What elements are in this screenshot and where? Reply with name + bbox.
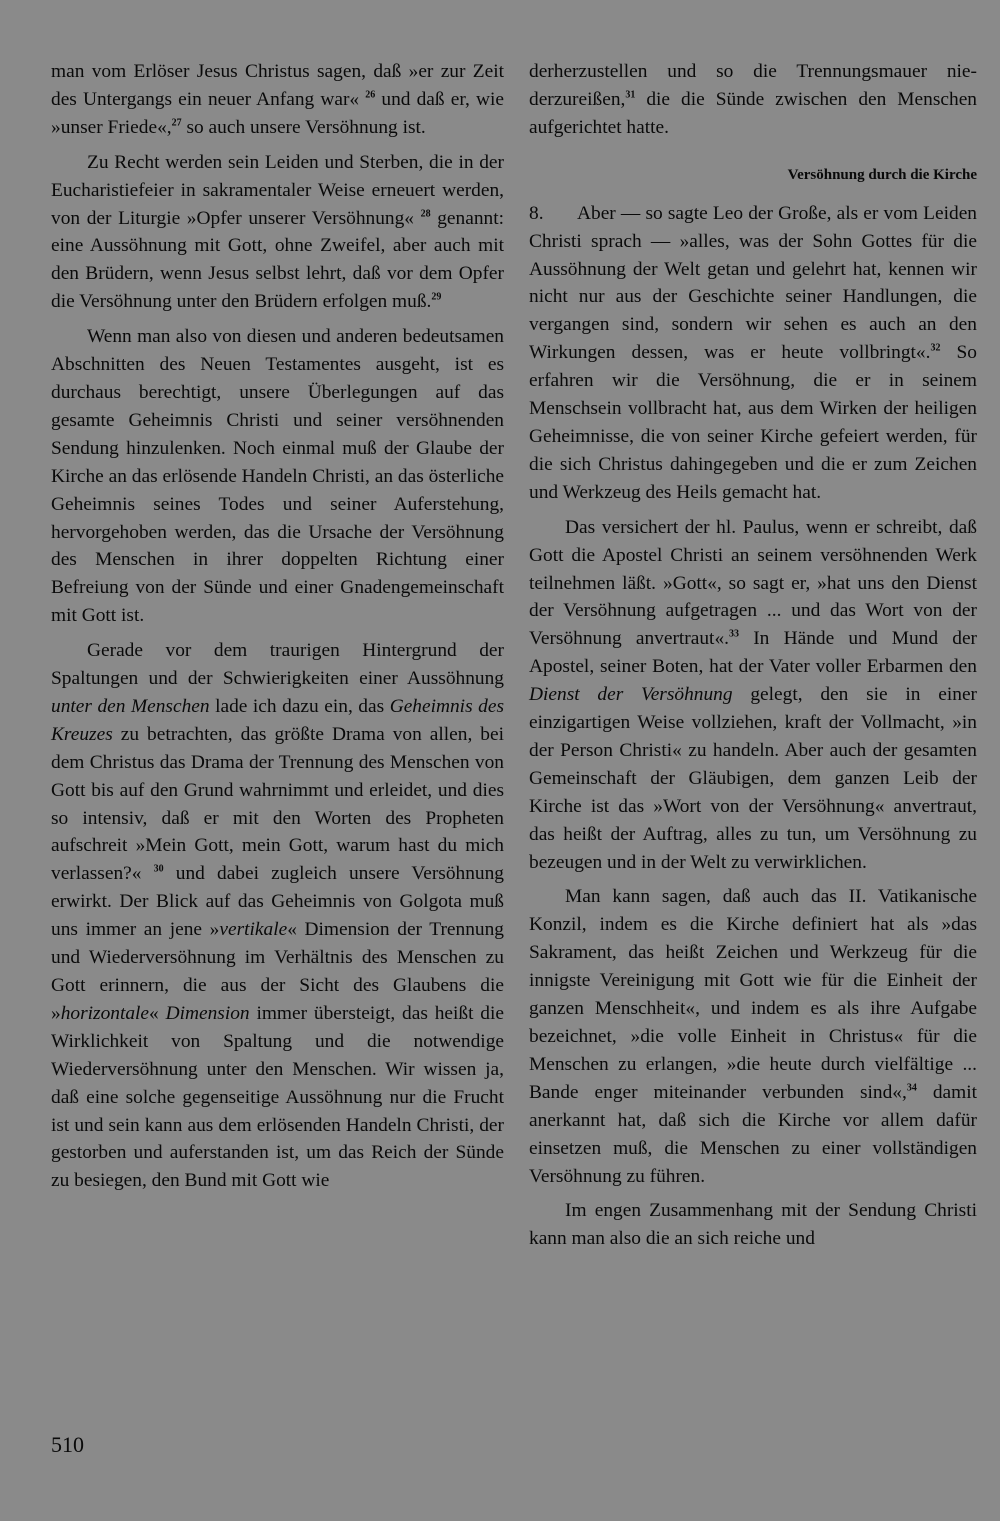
footnote-ref: 29 — [431, 291, 442, 303]
paragraph: Wenn man also von diesen und anderen bedeutsamen Abschnitten des Neuen Testamentes ausgeht, ist es durchaus berechtigt, unsere Überlegungen auf das gesamte Geheimnis Christi und seiner versöhnenden Sendung hinzulenken. Noch einmal muß der Glaube der Kirche an das erlösende Handeln Christi, an das österliche Geheimnis seines Todes und seiner Auferstehung, hervorgehoben werden, das die Ursache der Versöhnung des Menschen in ihrer doppelten Richtung einer Befreiung von der Sünde und einer Gnadengemeinschaft mit Gott ist. — [51, 326, 504, 627]
footnote-ref: 31 — [625, 89, 636, 101]
emphasis: Dimension — [165, 1002, 250, 1024]
footnote-ref: 28 — [420, 208, 431, 220]
page-number: 510 — [51, 1432, 84, 1457]
paragraph: Gerade vor dem traurigen Hintergrund der Spaltungen und der Schwierigkeiten einer Aussöhnung unter den Menschen lade ich dazu ein, das Geheimnis des Kreuzes zu betrachten, das größte Drama von allen, bei dem Christus das Drama der Trennung des Menschen von Gott bis auf den Grund wahrnimmt und erleidet, und dies so intensiv, daß er mit den Worten des Propheten aufschreit »Mein Gott, mein Gott, warum hast du mich verlassen?« $^{30}$ und dabei zugleich unsere Versöhnung erwirkt. Der Blick auf das Geheimnis von Golgota muß uns immer an jene »vertikale« Dimension der Trennung und Wiederversöhnung im Verhältnis des Menschen zu Gott erinnern, die aus der Sicht des Glaubens die »horizontale« Dimension immer übersteigt, das heißt die Wirklichkeit von Spaltung und die notwendige Wiederversöhnung unter den Menschen. Wir wissen ja, daß eine solche gegenseitige Aussöhnung nur die Frucht ist und sein kann aus dem erlösenden Handeln Christi, der gestorben und auferstanden ist, um das Reich der Sünde zu besiegen, den Bund mit Gott wie — [51, 640, 505, 1192]
paragraph: Man kann sagen, daß auch das II. Vatikanische Konzil, indem es die Kirche definiert hat als »das Sakrament, das heißt Zeichen und Werkzeug für die innigste Vereinigung mit Gott wie für die Einheit der ganzen Menschheit«, und indem es als ihre Aufgabe bezeichnet, »die volle Einheit in Christus« für die Menschen zu erlangen, »die heute durch vielfältige ... Bande enger miteinander verbunden sind«,$^{34}$ damit anerkannt hat, daß sich die Kirche vor allem dafür einsetzen muß, die Menschen zu einer vollständigen Versöhnung zu führen. — [529, 886, 977, 1187]
paragraph: derherzustellen und so die Trennungsmauer niederzureißen,$^{31}$ die die Sünde zwischen den Menschen aufgerichtet hatte. — [529, 61, 977, 138]
emphasis: Geheimnis des Kreuzes — [51, 695, 504, 745]
right-column — [529, 58, 977, 1260]
footnote-ref: 26 — [365, 89, 376, 101]
paragraph: man vom Erlöser Jesus Christus sagen, daß »er zur Zeit des Untergangs ein neuer Anfang war« $^{26}$ und daß er, wie »unser Friede«,$^{27}$ so auch unsere Versöhnung ist. — [51, 61, 504, 138]
footnote-ref: 32 — [930, 342, 941, 354]
emphasis: unter den Menschen — [51, 695, 210, 717]
paragraph: Zu Recht werden sein Leiden und Sterben, die in der Eucharistiefeier in sakramentaler Weise erneuert werden, von der Liturgie »Opfer unserer Versöhnung« $^{28}$ genannt: eine Aussöhnung mit Gott, ohne Zweifel, aber auch mit den Brüdern, wenn Jesus selbst lehrt, daß vor dem Opfer die Versöhnung unter den Brüdern erfolgen muß.$^{29}$ — [51, 151, 504, 313]
left-column — [51, 58, 504, 1202]
section-heading: Versöhnung durch die Kirche — [787, 166, 977, 183]
footnote-ref: 34 — [906, 1082, 917, 1094]
emphasis: vertikale — [219, 919, 288, 941]
footnote-ref: 30 — [153, 863, 164, 875]
section-number: 8. — [529, 202, 544, 224]
footnote-ref: 33 — [729, 628, 739, 640]
paragraph: Im engen Zusammenhang mit der Sendung Christi kann man also die an sich reiche und — [529, 1200, 977, 1250]
footnote-ref: 27 — [171, 117, 182, 129]
emphasis: Dienst der Versöhnung — [529, 684, 733, 706]
paragraph: Das versichert der hl. Paulus, wenn er schreibt, daß Gott die Apostel Christi an seinem versöhnenden Werk teilnehmen läßt. »Gott«, so sagt er, »hat uns den Dienst der Versöhnung aufgetragen ... und das Wort von der Versöhnung anvertraut«.$^{33}$ In Hände und Mund der Apostel, seiner Boten, hat der Vater voller Erbarmen den Dienst der Versöhnung gelegt, den sie in einer einzigartigen Weise vollziehen, kraft der Vollmacht, »in der Person Christi« zu handeln. Aber auch der gesamten Gemeinschaft der Gläubigen, dem ganzen Leib der Kirche ist das »Wort von der Versöhnung« anvertraut, das heißt der Auftrag, alles zu tun, um Versöhnung zu bezeugen und in der Welt zu verwirklichen. — [529, 516, 978, 873]
paragraph: 8. Aber — so sagte Leo der Große, als er vom Leiden Christi sprach — »alles, was der Sohn Gottes für die Aussöhnung der Welt getan und gelehrt hat, kennen wir nicht nur aus der Geschichte seiner Handlungen, die vergangen sind, sondern wir sehen es auch an den Wirkungen dessen, was er heute vollbringt«.$^{32}$ So erfahren wir die Versöhnung, die er in seinem Menschsein vollbracht hat, aus dem Wirken der heiligen Geheimnisse, die von seiner Kirche gefeiert werden, für die sich Christus dahingegeben und die er zum Zeichen und Werkzeug des Heils gemacht hat. — [529, 200, 977, 507]
emphasis: horizontale — [60, 1002, 150, 1024]
